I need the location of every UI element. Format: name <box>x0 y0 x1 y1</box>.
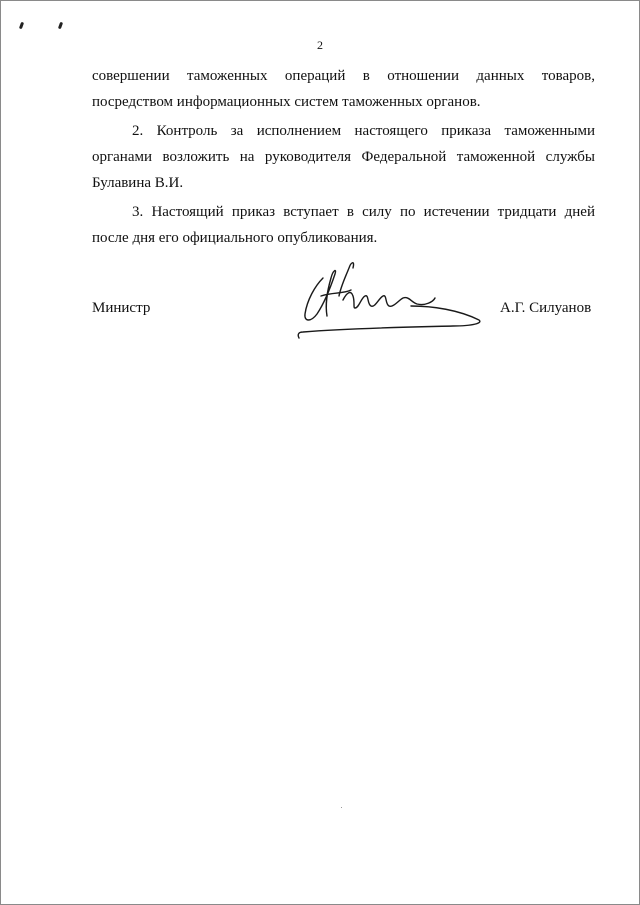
handwritten-signature <box>293 256 489 346</box>
scan-artifact-mark <box>58 22 63 30</box>
paragraph-continuation: совершении таможенных операций в отношении данных товаров, посредством информационных систем таможенных органов. <box>92 68 595 110</box>
signatory-name: А.Г. Силуанов <box>500 300 592 316</box>
scan-speck <box>341 807 342 808</box>
scan-artifact-mark <box>19 22 24 30</box>
page-number: 2 <box>317 38 323 52</box>
document-body <box>92 63 595 251</box>
signatory-role: Министр <box>92 300 151 316</box>
paragraph-item-2: 2. Контроль за исполнением настоящего приказа таможенными органами возложить на руководителя Федеральной таможенной службы Булавина В.И. <box>92 123 595 191</box>
paragraph-item-3: 3. Настоящий приказ вступает в силу по истечении тридцати дней после дня его официального опубликования. <box>92 204 595 246</box>
